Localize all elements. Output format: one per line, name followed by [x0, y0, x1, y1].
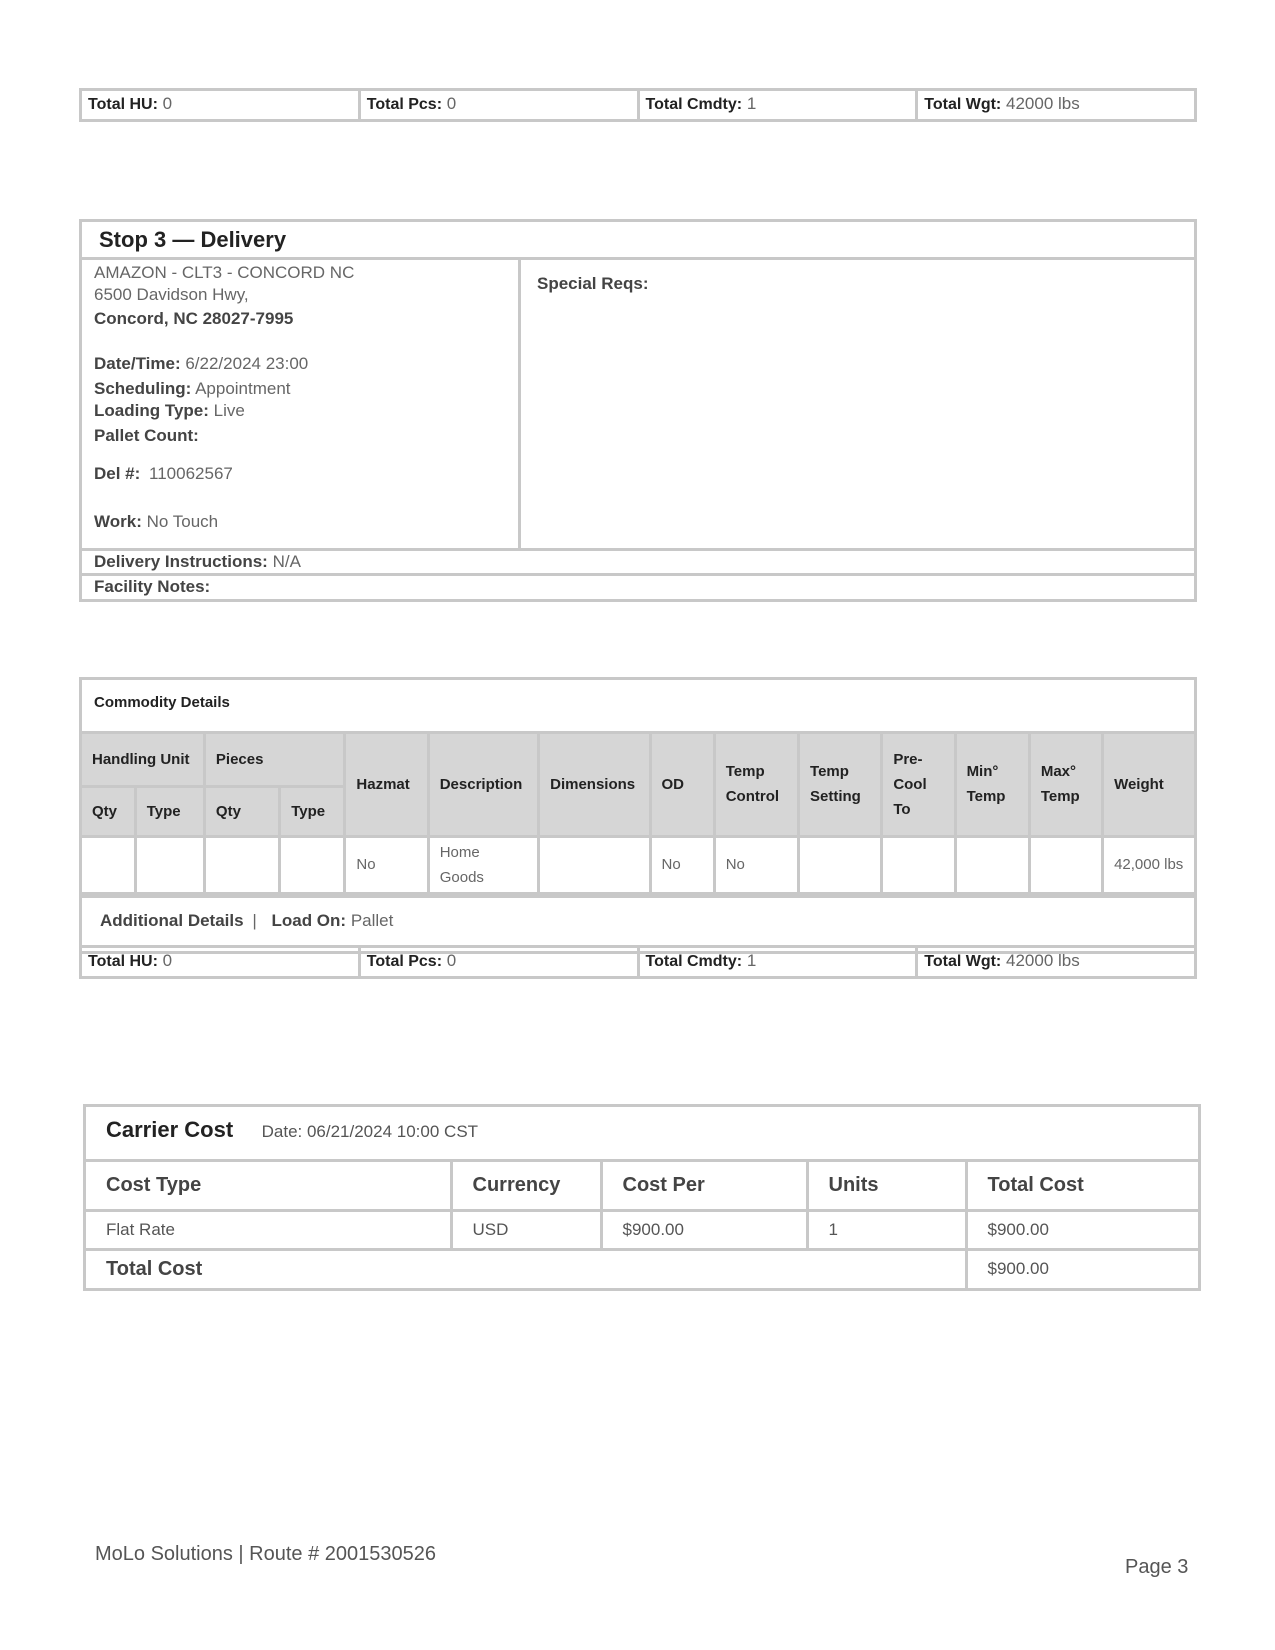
total-hu: Total HU: 0 — [82, 948, 361, 976]
total-cmdty: Total Cmdty: 1 — [640, 948, 919, 976]
stop-section — [79, 219, 1197, 602]
carrier-cost-header — [86, 1107, 1198, 1162]
carrier-cost-date: Date: 06/21/2024 10:00 CST — [261, 1122, 479, 1141]
total-hu-value: 0 — [162, 951, 173, 970]
load-on-value: Pallet — [350, 910, 394, 930]
header-hazmat: Hazmat — [345, 734, 428, 836]
total-cost-label: Total Cost — [86, 1249, 966, 1288]
work-field: Work: No Touch — [94, 512, 219, 531]
cell-currency: USD — [451, 1210, 601, 1249]
header-hu-type: Type — [135, 786, 204, 836]
total-wgt-value: 42000 lbs — [1006, 94, 1080, 113]
cell-units: 1 — [807, 1210, 966, 1249]
total-pcs-value: 0 — [446, 94, 457, 113]
commodity-table — [82, 734, 1194, 895]
commodity-details — [79, 677, 1197, 954]
commodity-title: Commodity Details — [82, 680, 1194, 734]
header-weight: Weight — [1103, 734, 1194, 836]
header-min-temp: Min° Temp — [955, 734, 1029, 836]
work-value: No Touch — [146, 512, 219, 531]
delivery-instructions-value: N/A — [272, 552, 301, 571]
header-temp-setting: Temp Setting — [799, 734, 882, 836]
footer-route: MoLo Solutions | Route # 2001530526 — [95, 1543, 437, 1565]
header-od: OD — [650, 734, 714, 836]
cell-cost-type: Flat Rate — [86, 1210, 451, 1249]
cell-temp-setting — [799, 836, 882, 893]
cell-pre-cool — [882, 836, 955, 893]
cost-row — [86, 1210, 1198, 1249]
del-number-field: Del #: 110062567 — [94, 464, 233, 483]
header-handling-unit: Handling Unit — [82, 734, 204, 786]
cell-pcs-type — [280, 836, 345, 893]
stop-title: Stop 3 — Delivery — [82, 222, 1194, 260]
cell-min-temp — [955, 836, 1029, 893]
city-state-zip: Concord, NC 28027-7995 — [94, 309, 294, 328]
carrier-cost-title: Carrier Cost — [106, 1117, 234, 1142]
header-pre-cool: Pre-Cool To — [882, 734, 955, 836]
header-pcs-type: Type — [280, 786, 345, 836]
total-cmdty: Total Cmdty: 1 — [640, 91, 919, 119]
carrier-cost — [83, 1104, 1201, 1291]
special-reqs: Special Reqs: — [537, 274, 649, 293]
header-pieces: Pieces — [204, 734, 345, 786]
cell-total-cost: $900.00 — [966, 1210, 1198, 1249]
totals-row-bottom — [79, 945, 1197, 979]
header-dimensions: Dimensions — [539, 734, 650, 836]
header-max-temp: Max° Temp — [1029, 734, 1102, 836]
cell-pcs-qty — [204, 836, 279, 893]
cell-dimensions — [539, 836, 650, 893]
total-pcs: Total Pcs: 0 — [361, 91, 640, 119]
pallet-count-field: Pallet Count: — [94, 426, 199, 445]
cell-description: Home Goods — [428, 836, 538, 893]
header-pcs-qty: Qty — [204, 786, 279, 836]
total-pcs: Total Pcs: 0 — [361, 948, 640, 976]
header-units: Units — [807, 1162, 966, 1210]
loading-type-field: Loading Type: Live — [94, 401, 245, 420]
totals-row-top — [79, 88, 1197, 122]
delivery-instructions: Delivery Instructions: N/A — [82, 548, 1194, 573]
loading-type-value: Live — [213, 401, 245, 420]
header-temp-control: Temp Control — [714, 734, 798, 836]
stop-details — [82, 260, 521, 548]
cell-hu-type — [135, 836, 204, 893]
facility-notes: Facility Notes: — [82, 573, 1194, 599]
header-hu-qty: Qty — [82, 786, 135, 836]
total-pcs-value: 0 — [446, 951, 457, 970]
cell-max-temp — [1029, 836, 1102, 893]
total-cost-value: $900.00 — [966, 1249, 1198, 1288]
header-cost-type: Cost Type — [86, 1162, 451, 1210]
cell-hazmat: No — [345, 836, 428, 893]
page-number: Page 3 — [1125, 1556, 1189, 1578]
total-cost-row — [86, 1249, 1198, 1288]
header-cost-per: Cost Per — [601, 1162, 807, 1210]
total-hu-value: 0 — [162, 94, 173, 113]
total-cmdty-value: 1 — [746, 94, 757, 113]
datetime-value: 6/22/2024 23:00 — [185, 354, 309, 373]
additional-details: Additional Details | Load On: Pallet — [82, 895, 1194, 951]
cell-cost-per: $900.00 — [601, 1210, 807, 1249]
cell-hu-qty — [82, 836, 135, 893]
facility-name: AMAZON - CLT3 - CONCORD NC — [94, 263, 355, 282]
del-number-value: 110062567 — [149, 464, 233, 483]
address-line: 6500 Davidson Hwy, — [94, 285, 249, 304]
datetime-field: Date/Time: 6/22/2024 23:00 — [94, 354, 309, 373]
total-wgt: Total Wgt: 42000 lbs — [924, 951, 1080, 970]
scheduling-field: Scheduling: Appointment — [94, 379, 291, 398]
carrier-cost-table — [86, 1162, 1198, 1288]
total-wgt: Total Wgt: 42000 lbs — [924, 94, 1080, 113]
cell-od: No — [650, 836, 714, 893]
header-currency: Currency — [451, 1162, 601, 1210]
commodity-row — [82, 836, 1194, 893]
header-total-cost: Total Cost — [966, 1162, 1198, 1210]
cell-temp-control: No — [714, 836, 798, 893]
total-wgt-value: 42000 lbs — [1006, 951, 1080, 970]
total-cmdty-value: 1 — [746, 951, 757, 970]
total-hu: Total HU: 0 — [82, 91, 361, 119]
cell-weight: 42,000 lbs — [1103, 836, 1194, 893]
header-description: Description — [428, 734, 538, 836]
scheduling-value: Appointment — [195, 379, 291, 398]
